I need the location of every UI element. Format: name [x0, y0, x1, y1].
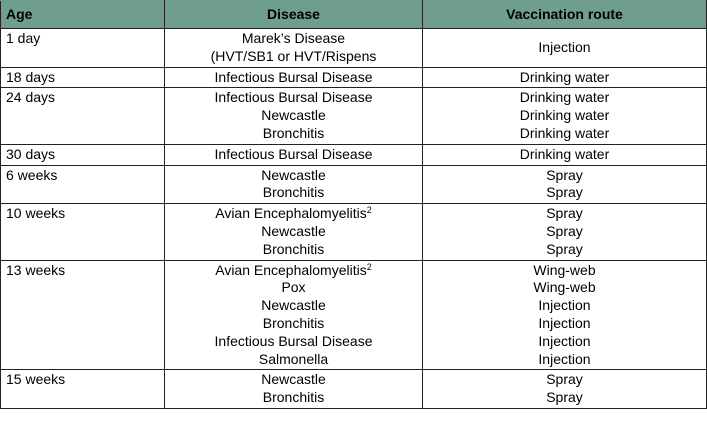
route-cell: [423, 370, 707, 409]
table-row: [1, 67, 707, 88]
disease-name: Infectious Bursal Disease: [214, 332, 373, 349]
route-cell: [423, 67, 707, 88]
disease-cell: [165, 260, 423, 370]
disease-name: Infectious Bursal Disease: [214, 89, 373, 106]
route-name: Spray: [546, 389, 583, 406]
disease-name: Salmonella: [258, 350, 329, 367]
route-name: Injection: [538, 297, 591, 314]
disease-name: Bronchitis: [262, 240, 325, 257]
route-name: Drinking water: [519, 68, 610, 85]
disease-name: Newcastle: [261, 166, 326, 183]
route-name: Drinking water: [519, 145, 610, 162]
table-header-row: [1, 1, 707, 29]
column-header-age: Age: [1, 1, 165, 29]
disease-cell: [165, 88, 423, 144]
route-name: Injection: [538, 38, 591, 55]
route-name: Drinking water: [519, 107, 610, 124]
disease-name: Newcastle: [261, 297, 326, 314]
disease-cell: [165, 67, 423, 88]
disease-cell: [165, 204, 423, 260]
route-cell: [423, 29, 707, 68]
route-name: Spray: [546, 371, 583, 388]
age-cell: 24 days: [1, 88, 165, 144]
disease-name-text: Avian Encephalomyelitis: [215, 261, 367, 278]
route-name: Drinking water: [519, 89, 610, 106]
table-row: [1, 260, 707, 370]
disease-name-text: Avian Encephalomyelitis: [215, 205, 367, 222]
footnote-marker: 2: [366, 205, 372, 216]
table-row: [1, 88, 707, 144]
column-header-disease: Disease: [165, 1, 423, 29]
route-name: Wing-web: [533, 261, 596, 278]
route-name: Spray: [546, 205, 583, 222]
route-cell: [423, 165, 707, 204]
disease-name: Infectious Bursal Disease: [214, 68, 373, 85]
route-name: Injection: [538, 332, 591, 349]
disease-name: [170, 205, 417, 223]
disease-name: Bronchitis: [262, 124, 325, 141]
route-cell: [423, 144, 707, 165]
age-cell: 6 weeks: [1, 165, 165, 204]
route-name: Spray: [546, 166, 583, 183]
disease-name: Pox: [281, 279, 306, 296]
route-cell: [423, 88, 707, 144]
disease-name: [170, 262, 417, 280]
route-name: Wing-web: [533, 279, 596, 296]
route-name: Spray: [546, 184, 583, 201]
disease-name: (HVT/SB1 or HVT/Rispens: [210, 47, 377, 64]
disease-name: Newcastle: [261, 222, 326, 239]
disease-name: Infectious Bursal Disease: [214, 145, 373, 162]
disease-name: Bronchitis: [262, 184, 325, 201]
age-cell: 15 weeks: [1, 370, 165, 409]
disease-cell: [165, 165, 423, 204]
age-cell: 1 day: [1, 29, 165, 68]
disease-name: Bronchitis: [262, 389, 325, 406]
age-cell: 13 weeks: [1, 260, 165, 370]
age-cell: 30 days: [1, 144, 165, 165]
route-cell: [423, 260, 707, 370]
route-name: Drinking water: [519, 124, 610, 141]
table-row: [1, 144, 707, 165]
route-name: Spray: [546, 222, 583, 239]
route-cell: [423, 204, 707, 260]
table-row: [1, 204, 707, 260]
table-row: [1, 29, 707, 68]
disease-cell: [165, 144, 423, 165]
disease-name: Marek’s Disease: [241, 30, 346, 46]
route-name: Injection: [538, 350, 591, 367]
table-row: [1, 370, 707, 409]
age-cell: 18 days: [1, 67, 165, 88]
column-header-vaccination-route: Vaccination route: [423, 1, 707, 29]
age-cell: 10 weeks: [1, 204, 165, 260]
disease-name: Bronchitis: [262, 314, 325, 331]
disease-name: Newcastle: [261, 107, 326, 124]
disease-cell: [165, 370, 423, 409]
footnote-marker: 2: [366, 261, 372, 272]
route-name: Spray: [546, 240, 583, 257]
disease-cell: [165, 29, 423, 68]
route-name: Injection: [538, 314, 591, 331]
disease-name: Newcastle: [261, 371, 326, 388]
table-row: [1, 165, 707, 204]
